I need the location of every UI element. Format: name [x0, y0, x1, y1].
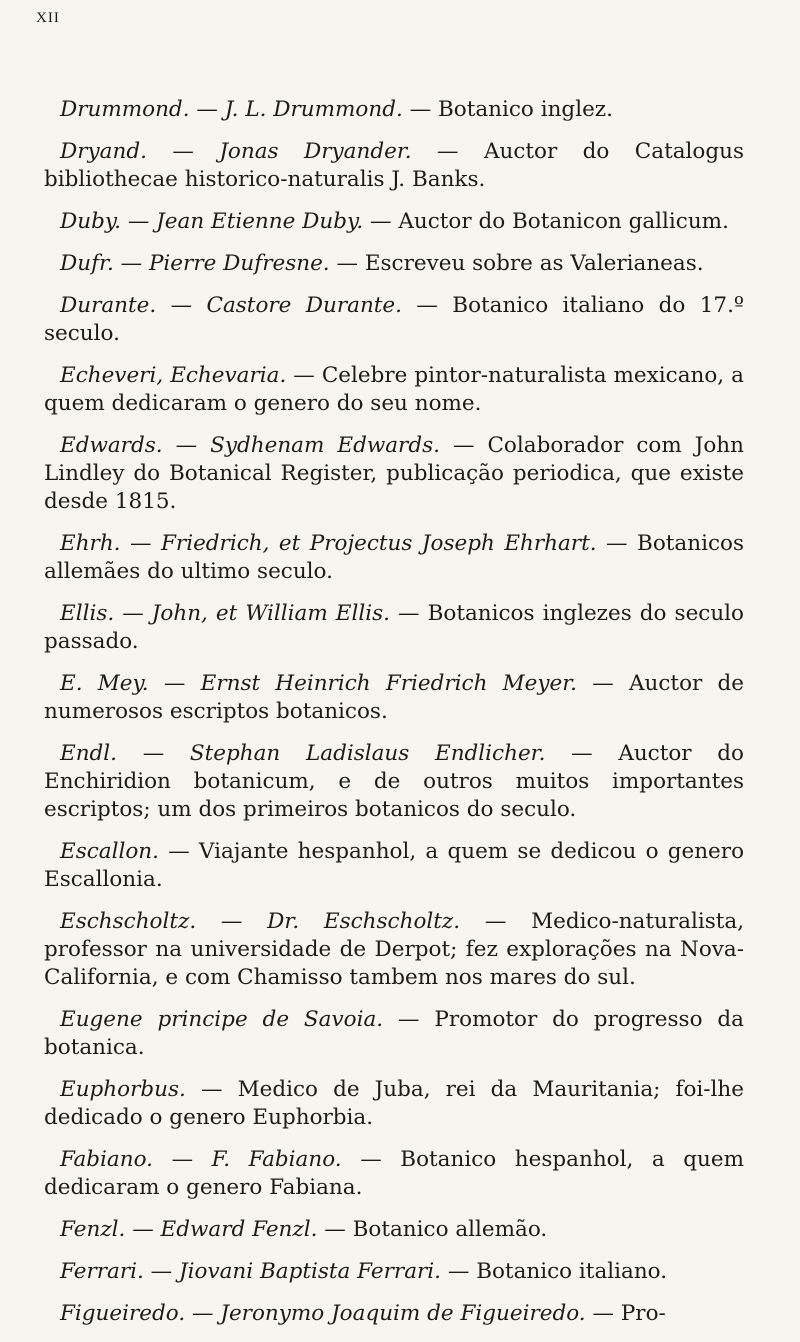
- entry-full-name: Jiovani Baptista Ferrari.: [179, 1259, 442, 1284]
- glossary-entry: [44, 96, 744, 124]
- entry-description: Medico-naturalista, professor na universidade de Derpot; fez explorações na Nova-California, e com Chamisso tambem nos mares do sul.: [44, 909, 745, 990]
- entry-abbreviation: Edwards.: [60, 433, 163, 458]
- entry-full-name: F. Fabiano.: [211, 1147, 342, 1172]
- glossary-entry: [44, 138, 744, 194]
- entry-separator: —: [152, 1147, 212, 1172]
- entry-separator: —: [545, 741, 619, 766]
- entry-separator: —: [441, 1259, 477, 1284]
- entry-full-name: Castore Durante.: [206, 293, 402, 318]
- entry-separator: —: [162, 433, 211, 458]
- entry-abbreviation: Eugene: [60, 1007, 143, 1032]
- entry-separator: —: [158, 839, 199, 864]
- entry-description: Auctor do Catalogus bibliothecae historico-naturalis J. Banks.: [44, 139, 744, 192]
- entry-abbreviation: Escallon.: [60, 839, 159, 864]
- entry-description: Botanico italiano.: [476, 1259, 668, 1284]
- entry-description: Botanicos inglezes do seculo passado.: [44, 601, 745, 654]
- entry-separator: —: [143, 1259, 179, 1284]
- entry-separator: —: [185, 1301, 221, 1326]
- entry-description: Auctor de numerosos escriptos botanicos.: [44, 671, 745, 724]
- entry-separator: —: [329, 251, 365, 276]
- entry-separator: —: [585, 1301, 621, 1326]
- entry-full-name: Dr. Eschscholtz.: [267, 909, 461, 934]
- glossary-entry: [44, 362, 744, 418]
- entry-full-name: J. L. Drummond.: [224, 97, 403, 122]
- glossary-entry: [44, 1216, 744, 1244]
- glossary-entries: [44, 96, 744, 1342]
- entry-separator: —: [286, 363, 322, 388]
- entry-separator: —: [114, 601, 152, 626]
- entry-abbreviation: Duby.: [60, 209, 121, 234]
- entry-separator: —: [439, 433, 488, 458]
- entry-description: Colaborador com John Lindley do Botanical Register, publicação periodica, que existe desde 1815.: [44, 433, 744, 514]
- entry-full-name: Ernst Heinrich Friedrich Meyer.: [200, 671, 578, 696]
- glossary-entry: [44, 1146, 744, 1202]
- glossary-entry: [44, 670, 744, 726]
- entry-abbreviation: Ellis.: [60, 601, 115, 626]
- glossary-entry: [44, 838, 744, 894]
- entry-abbreviation: Echeveri,: [60, 363, 164, 388]
- entry-separator: —: [596, 531, 638, 556]
- entry-description: Escreveu sobre as Valerianeas.: [364, 251, 704, 276]
- entry-separator: —: [460, 909, 532, 934]
- entry-separator: —: [117, 741, 190, 766]
- entry-separator: —: [113, 251, 149, 276]
- entry-description: Medico de Juba, rei da Mauritania; foi-lhe dedicado o genero Euphorbia.: [44, 1077, 745, 1130]
- entry-description: Celebre pintor-naturalista mexicano, a quem dedicaram o genero do seu nome.: [44, 363, 744, 416]
- entry-abbreviation: Dufr.: [60, 251, 114, 276]
- entry-abbreviation: Fabiano.: [60, 1147, 153, 1172]
- page-number: XII: [36, 10, 60, 26]
- entry-separator: —: [402, 97, 438, 122]
- entry-separator: —: [577, 671, 630, 696]
- glossary-entry: [44, 1076, 744, 1132]
- glossary-entry: [44, 530, 744, 586]
- entry-abbreviation: Ehrh.: [60, 531, 121, 556]
- glossary-entry: [44, 250, 744, 278]
- entry-separator: —: [402, 293, 453, 318]
- entry-abbreviation: E. Mey.: [60, 671, 149, 696]
- entry-separator: [143, 1007, 158, 1032]
- entry-separator: —: [156, 293, 207, 318]
- entry-separator: —: [363, 209, 399, 234]
- entry-description: Pro-: [620, 1301, 666, 1326]
- entry-abbreviation: Drummond.: [60, 97, 190, 122]
- entry-description: Botanicos allemães do ultimo seculo.: [44, 531, 744, 584]
- glossary-entry: [44, 1258, 744, 1286]
- entry-separator: —: [317, 1217, 353, 1242]
- entry-abbreviation: Euphorbus.: [60, 1077, 186, 1102]
- entry-separator: —: [120, 531, 161, 556]
- glossary-entry: [44, 432, 744, 516]
- glossary-entry: [44, 292, 744, 348]
- glossary-entry: [44, 1006, 744, 1062]
- glossary-entry: [44, 600, 744, 656]
- entry-full-name: Sydhenam Edwards.: [210, 433, 440, 458]
- entry-separator: —: [185, 1077, 238, 1102]
- entry-abbreviation: Durante.: [60, 293, 157, 318]
- entry-separator: —: [341, 1147, 401, 1172]
- entry-full-name: Jeronymo Joaquim de Figueiredo.: [220, 1301, 586, 1326]
- entry-full-name: Friedrich, et Projectus Joseph Ehrhart.: [161, 531, 597, 556]
- glossary-entry: [44, 208, 744, 236]
- entry-description: Promotor do progresso da botanica.: [44, 1007, 744, 1060]
- glossary-entry: [44, 1300, 744, 1328]
- entry-full-name: Stephan Ladislaus Endlicher.: [189, 741, 546, 766]
- entry-separator: —: [411, 139, 484, 164]
- entry-separator: —: [189, 97, 225, 122]
- entry-abbreviation: Endl.: [60, 741, 118, 766]
- entry-full-name: principe de Savoia.: [157, 1007, 384, 1032]
- entry-separator: —: [120, 209, 157, 234]
- entry-separator: —: [146, 139, 220, 164]
- entry-description: Viajante hespanhol, a quem se dedicou o genero Escallonia.: [44, 839, 745, 892]
- entry-full-name: Jean Etienne Duby.: [156, 209, 364, 234]
- entry-description: Botanico allemão.: [352, 1217, 548, 1242]
- entry-description: Botanico inglez.: [437, 97, 613, 122]
- entry-description: Auctor do Enchiridion botanicum, e de outros muitos importantes escriptos; um dos primeiros botanicos do seculo.: [44, 741, 744, 822]
- entry-separator: —: [390, 601, 428, 626]
- entry-abbreviation: Ferrari.: [60, 1259, 144, 1284]
- entry-abbreviation: Dryand.: [60, 139, 147, 164]
- entry-description: Botanico hespanhol, a quem dedicaram o genero Fabiana.: [44, 1147, 745, 1200]
- entry-full-name: Jonas Dryander.: [219, 139, 412, 164]
- entry-full-name: John, et William Ellis.: [151, 601, 390, 626]
- entry-full-name: Edward Fenzl.: [160, 1217, 318, 1242]
- entry-full-name: Pierre Dufresne.: [148, 251, 330, 276]
- entry-abbreviation: Figueiredo.: [60, 1301, 186, 1326]
- entry-separator: —: [196, 909, 268, 934]
- entry-separator: —: [125, 1217, 161, 1242]
- entry-full-name: Echevaria.: [170, 363, 287, 388]
- glossary-entry: [44, 908, 744, 992]
- glossary-entry: [44, 740, 744, 824]
- entry-description: Botanico italiano do 17.º seculo.: [44, 293, 745, 346]
- entry-separator: —: [383, 1007, 435, 1032]
- entry-description: Auctor do Botanicon gallicum.: [398, 209, 729, 234]
- entry-separator: —: [148, 671, 201, 696]
- entry-abbreviation: Eschscholtz.: [60, 909, 197, 934]
- entry-abbreviation: Fenzl.: [60, 1217, 126, 1242]
